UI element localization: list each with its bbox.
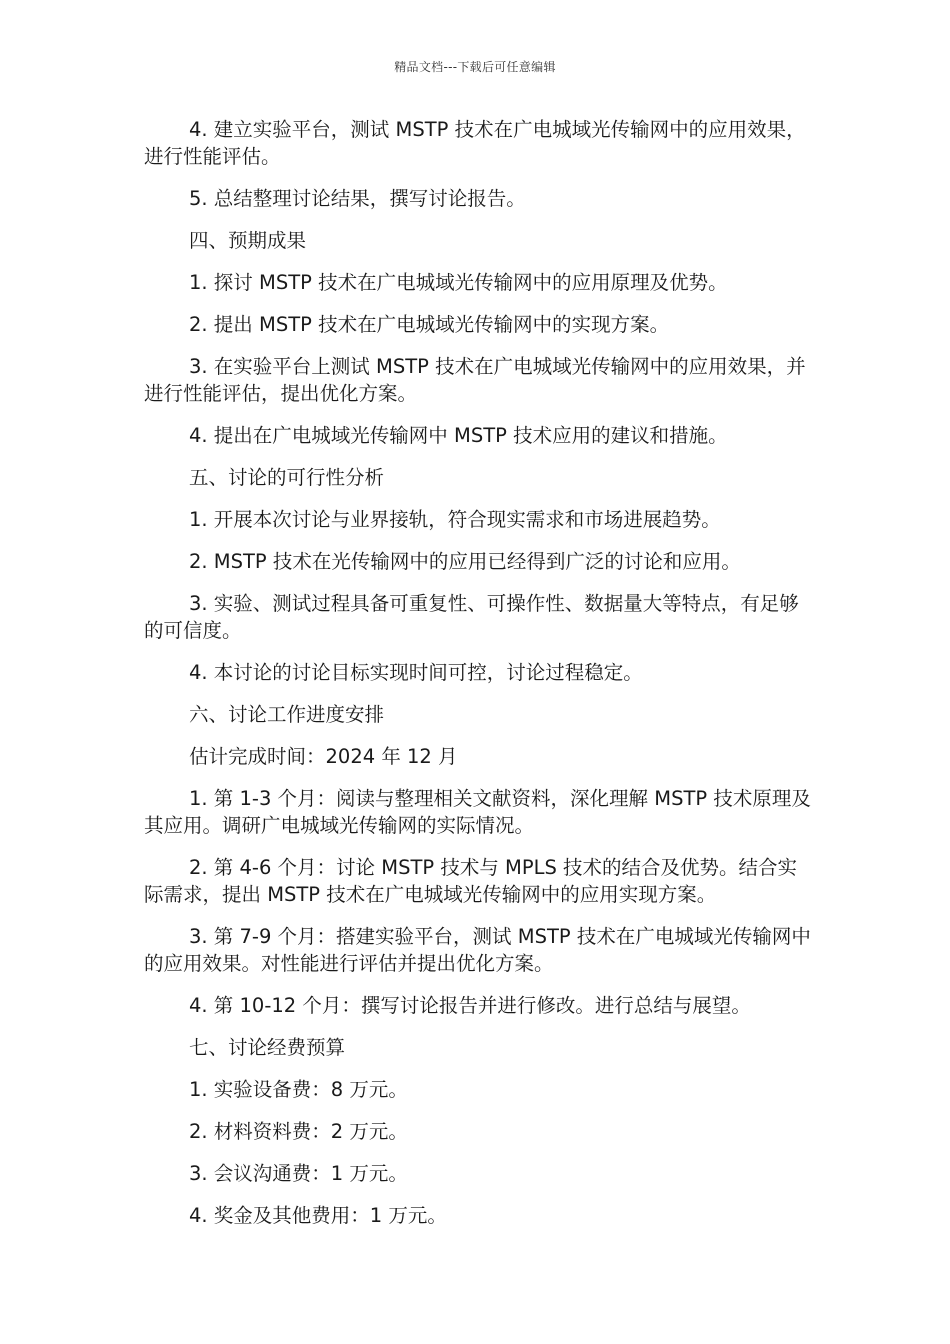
section-heading: 五、讨论的可行性分析 <box>189 466 385 489</box>
paragraph: 3. 第 7-9 个月：搭建实验平台，测试 MSTP 技术在广电城域光传输网中的应用效果。对性能进行评估并提出优化方案。 <box>144 925 811 975</box>
paragraph: 1. 开展本次讨论与业界接轨，符合现实需求和市场进展趋势。 <box>189 508 721 531</box>
paragraph: 估计完成时间：2024 年 12 月 <box>189 745 458 768</box>
section-heading: 四、预期成果 <box>189 229 307 252</box>
paragraph: 2. MSTP 技术在光传输网中的应用已经得到广泛的讨论和应用。 <box>189 550 741 573</box>
paragraph: 3. 在实验平台上测试 MSTP 技术在广电城域光传输网中的应用效果，并进行性能评估，提出优化方案。 <box>144 355 806 405</box>
paragraph: 2. 材料资料费：2 万元。 <box>189 1120 408 1143</box>
paragraph: 1. 第 1-3 个月：阅读与整理相关文献资料，深化理解 MSTP 技术原理及其应用。调研广电城域光传输网的实际情况。 <box>144 787 811 837</box>
paragraph: 2. 第 4-6 个月：讨论 MSTP 技术与 MPLS 技术的结合及优势。结合实际需求，提出 MSTP 技术在广电城域光传输网中的应用实现方案。 <box>144 856 798 906</box>
paragraph: 4. 提出在广电城域光传输网中 MSTP 技术应用的建议和措施。 <box>189 424 728 447</box>
paragraph: 4. 第 10-12 个月：撰写讨论报告并进行修改。进行总结与展望。 <box>189 994 751 1017</box>
section-heading: 六、讨论工作进度安排 <box>189 703 385 726</box>
paragraph: 3. 会议沟通费：1 万元。 <box>189 1162 408 1185</box>
paragraph: 2. 提出 MSTP 技术在广电城域光传输网中的实现方案。 <box>189 313 670 336</box>
paragraph: 4. 本讨论的讨论目标实现时间可控，讨论过程稳定。 <box>189 661 643 684</box>
paragraph: 1. 探讨 MSTP 技术在广电城域光传输网中的应用原理及优势。 <box>189 271 728 294</box>
section-heading: 七、讨论经费预算 <box>189 1036 346 1059</box>
paragraph: 4. 奖金及其他费用：1 万元。 <box>189 1204 447 1227</box>
paragraph: 1. 实验设备费：8 万元。 <box>189 1078 408 1101</box>
paragraph: 4. 建立实验平台，测试 MSTP 技术在广电城域光传输网中的应用效果，进行性能评估。 <box>144 118 806 168</box>
paragraph: 3. 实验、测试过程具备可重复性、可操作性、数据量大等特点，有足够的可信度。 <box>144 592 799 642</box>
page-header: 精品文档---下载后可任意编辑 <box>394 60 556 74</box>
paragraph: 5. 总结整理讨论结果，撰写讨论报告。 <box>189 187 526 210</box>
document-body <box>144 116 814 1244</box>
